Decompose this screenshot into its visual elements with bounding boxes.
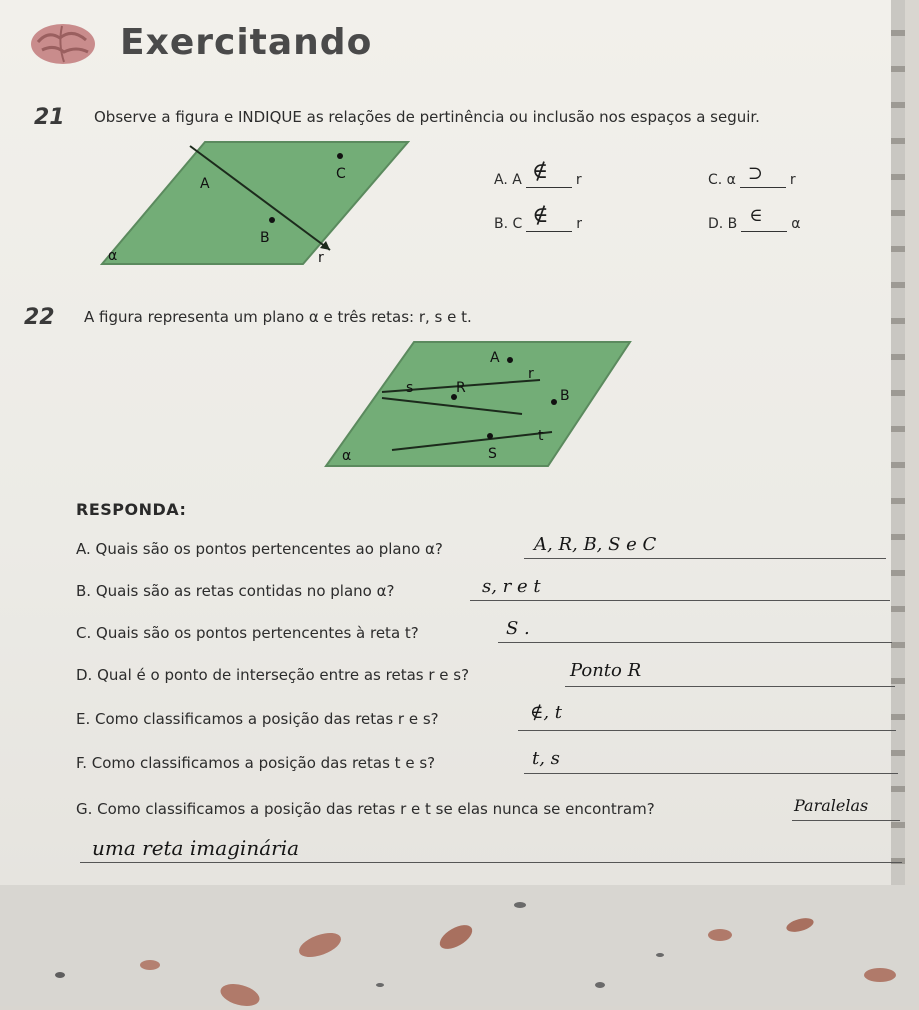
respond-answer-e: ∉, t xyxy=(530,702,563,723)
answer-line-d xyxy=(565,686,895,687)
q21-option-b: B. C ∉ r xyxy=(494,203,583,232)
respond-answer-g: Paralelas xyxy=(794,796,869,815)
figure-q21 xyxy=(100,140,410,268)
question-22-text: A figura representa um plano α e três retas: r, s e t. xyxy=(84,308,472,326)
q21-option-a: A. A ∉ r xyxy=(494,159,582,188)
respond-question-f: F. Como classificamos a posição das retas t e s? xyxy=(76,754,436,772)
respond-question-b: B. Quais são as retas contidas no plano α? xyxy=(76,582,395,600)
q21-option-c: C. α ⊃ r xyxy=(708,163,796,188)
answer-line-e xyxy=(518,730,896,731)
answer-line-b xyxy=(470,600,890,601)
point-b xyxy=(269,217,275,223)
label-b: B xyxy=(260,230,270,246)
label-r: r xyxy=(318,250,324,266)
q21-answer-b: ∉ xyxy=(532,203,549,228)
q21-answer-a: ∉ xyxy=(531,159,549,184)
terrazzo-pattern xyxy=(0,885,919,1006)
label-alpha: α xyxy=(108,248,118,264)
q21-option-d: D. B ∈ α xyxy=(708,205,801,232)
label-alpha: α xyxy=(342,448,352,464)
label-a: A xyxy=(490,350,500,366)
respond-question-e: E. Como classificamos a posição das retas r e s? xyxy=(76,710,439,728)
label-r-line: r xyxy=(528,366,534,382)
question-number-22: 22 xyxy=(24,305,55,330)
plane-alpha xyxy=(326,342,630,466)
label-s-line: s xyxy=(406,380,414,396)
respond-question-c: C. Quais são os pontos pertencentes à reta t? xyxy=(76,624,419,642)
plane-alpha xyxy=(102,142,408,264)
q21-answer-c: ⊃ xyxy=(747,163,763,184)
answer-line-g xyxy=(792,820,900,821)
q21-answer-d: ∈ xyxy=(749,205,763,226)
point-a xyxy=(507,357,513,363)
point-s xyxy=(487,433,493,439)
answer-line-c xyxy=(498,642,892,643)
respond-answer-c: S . xyxy=(506,618,530,639)
question-number-21: 21 xyxy=(34,105,65,130)
respond-answer-b: s, r e t xyxy=(482,576,541,597)
respond-answer-extra: uma reta imaginária xyxy=(92,836,300,860)
respond-answer-d: Ponto R xyxy=(570,660,642,681)
label-a: A xyxy=(200,176,210,192)
table-surface xyxy=(0,885,919,1006)
point-c xyxy=(337,153,343,159)
label-c: C xyxy=(336,166,346,182)
figure-q22 xyxy=(322,340,634,470)
page-title: Exercitando xyxy=(120,22,373,63)
respond-answer-a: A, R, B, S e C xyxy=(534,534,657,555)
respond-question-a: A. Quais são os pontos pertencentes ao plano α? xyxy=(76,540,443,558)
respond-answer-f: t, s xyxy=(532,748,560,769)
spiral-binding xyxy=(891,0,905,885)
respond-heading: RESPONDA: xyxy=(76,500,187,519)
respond-question-g: G. Como classificamos a posição das retas r e t se elas nunca se encontram? xyxy=(76,800,655,818)
point-b xyxy=(551,399,557,405)
brain-icon xyxy=(28,20,98,68)
label-r-point: R xyxy=(456,380,466,396)
question-21-text: Observe a figura e INDIQUE as relações de pertinência ou inclusão nos espaços a seguir. xyxy=(94,108,760,126)
label-b: B xyxy=(560,388,570,404)
label-s-point: S xyxy=(488,446,497,462)
respond-question-d: D. Qual é o ponto de interseção entre as retas r e s? xyxy=(76,666,470,684)
answer-line-a xyxy=(524,558,886,559)
answer-line-f xyxy=(524,773,898,774)
label-t-line: t xyxy=(538,428,544,444)
answer-line-extra xyxy=(80,862,902,863)
